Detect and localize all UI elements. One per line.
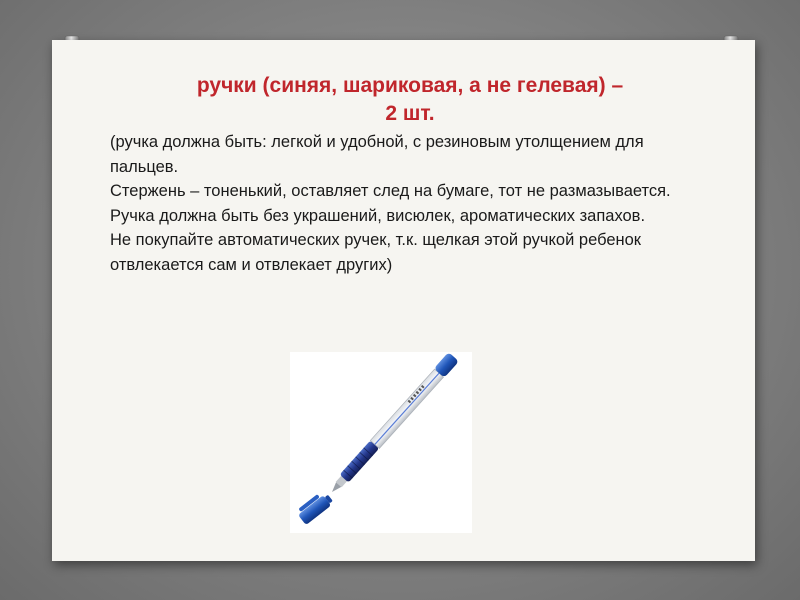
blue-ballpoint-pen-icon (290, 352, 472, 533)
paragraph-pen-requirements: (ручка должна быть: легкой и удобной, с резиновым утолщением для пальцев. (110, 133, 644, 176)
paragraph-no-automatic-pens: Не покупайте автоматических ручек, т.к. щелкая этой ручкой ребенок отвлекается сам и отвлекает других) (110, 231, 642, 274)
title-line-2: 2 шт. (385, 102, 435, 125)
paragraph-no-decorations: Ручка должна быть без украшений, висюлек, ароматических запахов. (110, 206, 646, 225)
slide-body (110, 130, 710, 277)
pen-image (290, 352, 472, 533)
title-line-1: ручки (синяя, шариковая, а не гелевая) – (196, 74, 624, 97)
slide-title (110, 72, 710, 128)
paragraph-refill: Стержень – тоненький, оставляет след на бумаге, тот не размазывается. (110, 182, 671, 200)
